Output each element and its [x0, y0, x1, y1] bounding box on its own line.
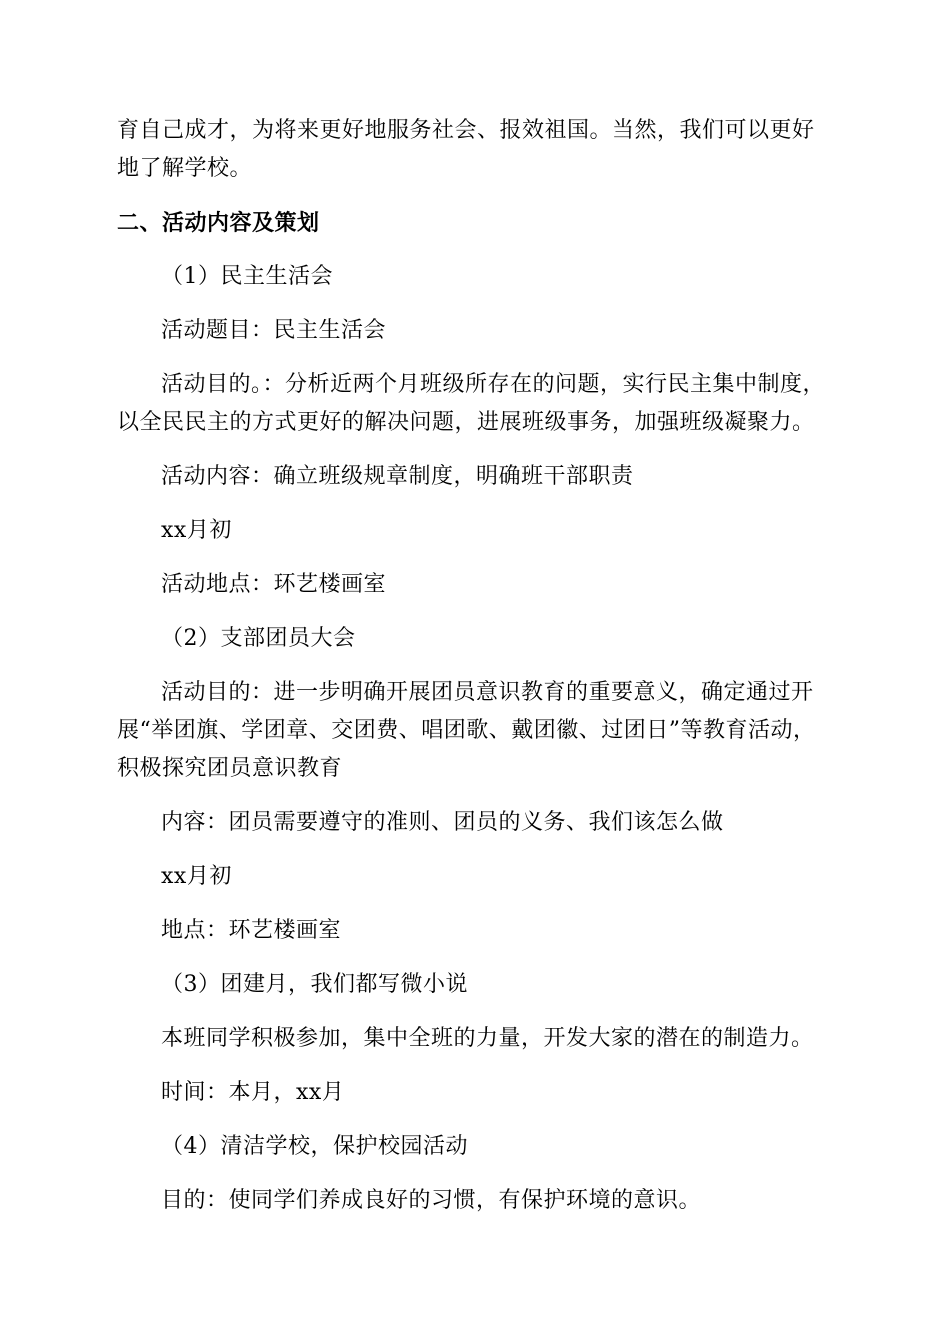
paragraph-intro-continuation: 育自己成才，为将来更好地服务社会、报效祖国。当然，我们可以更好地了解学校。: [117, 118, 815, 181]
paragraph-date-1: xx月初: [161, 518, 232, 543]
subsection-title-4: （4）清洁学校，保护校园活动: [161, 1134, 468, 1159]
paragraph-activity-content-1: 活动内容：确立班级规章制度，明确班干部职责: [161, 464, 634, 489]
document-page: [117, 112, 833, 1220]
paragraph-activity-purpose-1: 活动目的。：分析近两个月班级所存在的问题，实行民主集中制度，以全民民主的方式更好的解决问题，进展班级事务，加强班级凝聚力。: [117, 372, 826, 435]
paragraph-activity-purpose-2: 活动目的：进一步明确开展团员意识教育的重要意义，确定通过开展“举团旗、学团章、交团费、唱团歌、戴团徽、过团日”等教育活动，积极探究团员意识教育: [117, 680, 816, 781]
paragraph-activity-title: 活动题目：民主生活会: [161, 318, 387, 343]
paragraph-date-2: xx月初: [161, 864, 232, 889]
paragraph-location-1: 活动地点：环艺楼画室: [161, 572, 387, 597]
paragraph-purpose-4: 目的：使同学们养成良好的习惯，有保护环境的意识。: [161, 1188, 702, 1213]
paragraph-time-3: 时间：本月，xx月: [161, 1080, 345, 1105]
subsection-title-3: （3）团建月，我们都写微小说: [161, 972, 468, 997]
subsection-title-1: （1）民主生活会: [161, 264, 333, 289]
subsection-title-2: （2）支部团员大会: [161, 626, 356, 651]
paragraph-content-2: 内容：团员需要遵守的准则、团员的义务、我们该怎么做: [161, 810, 724, 835]
paragraph-participation-3: 本班同学积极参加，集中全班的力量，开发大家的潜在的制造力。: [161, 1026, 814, 1051]
paragraph-location-2: 地点：环艺楼画室: [161, 918, 342, 943]
section-heading: 二、活动内容及策划: [117, 210, 320, 236]
